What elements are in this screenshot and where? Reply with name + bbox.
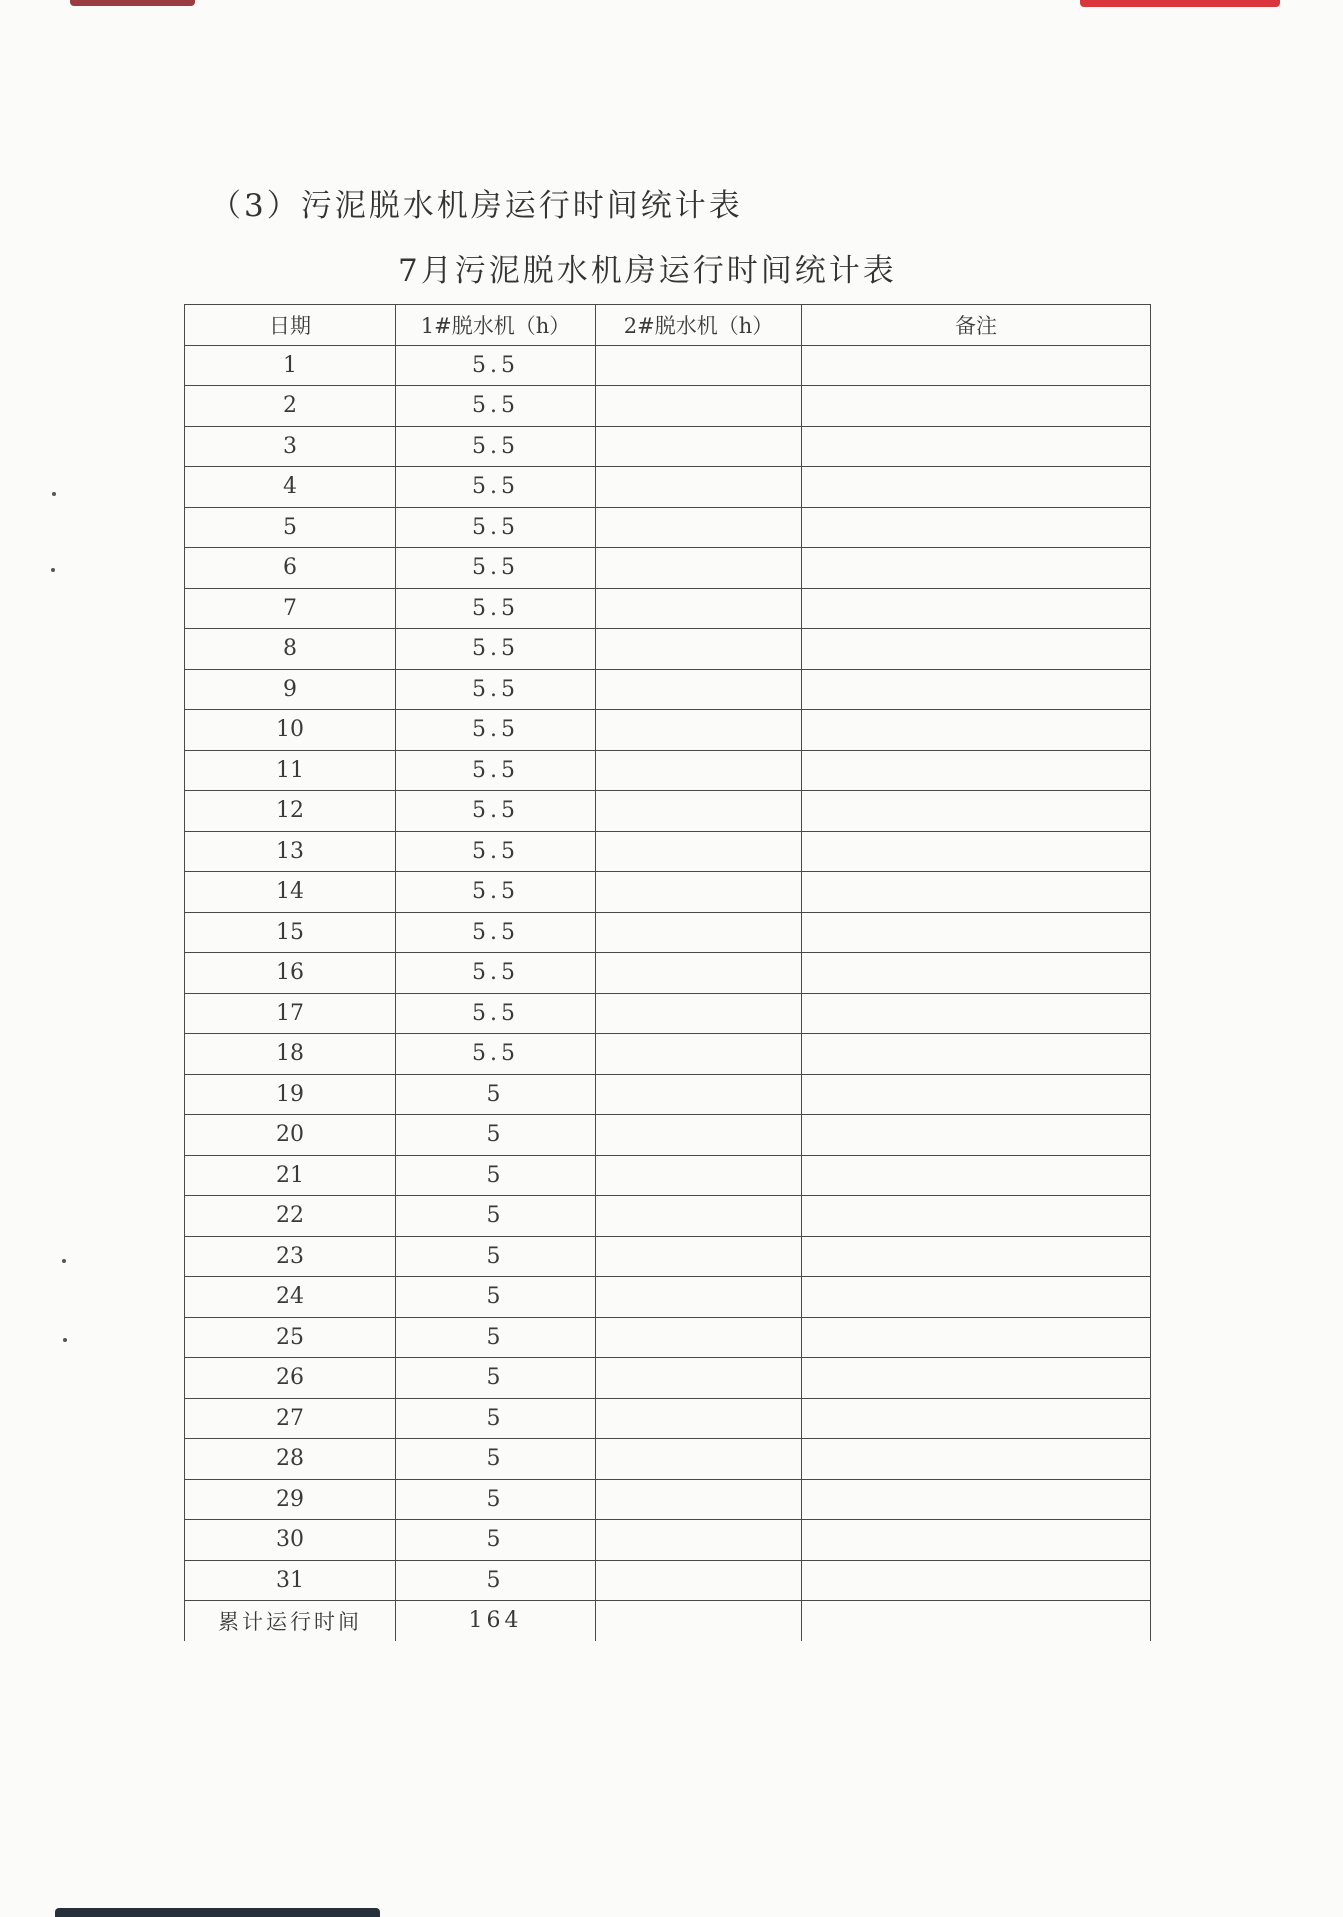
scan-edge-mark-top-left — [70, 0, 195, 6]
total-remarks — [802, 1601, 1151, 1641]
cell-machine-2-hours — [596, 1439, 802, 1480]
table-row — [185, 710, 1151, 751]
table-row — [185, 993, 1151, 1034]
table-row — [185, 872, 1151, 913]
table-row — [185, 912, 1151, 953]
cell-machine-2-hours — [596, 1398, 802, 1439]
cell-machine-1-hours: 5.5 — [396, 629, 596, 670]
cell-machine-1-hours: 5.5 — [396, 872, 596, 913]
cell-machine-2-hours — [596, 750, 802, 791]
table-row — [185, 548, 1151, 589]
cell-machine-1-hours: 5.5 — [396, 426, 596, 467]
scan-speck — [52, 492, 56, 496]
cell-date: 15 — [185, 912, 396, 953]
cell-date: 21 — [185, 1155, 396, 1196]
cell-machine-2-hours — [596, 710, 802, 751]
cell-date: 19 — [185, 1074, 396, 1115]
table-row — [185, 1196, 1151, 1237]
cell-machine-2-hours — [596, 791, 802, 832]
cell-remarks — [802, 993, 1151, 1034]
cell-remarks — [802, 750, 1151, 791]
cell-date: 9 — [185, 669, 396, 710]
cell-machine-1-hours: 5 — [396, 1520, 596, 1561]
cell-machine-2-hours — [596, 1196, 802, 1237]
cell-remarks — [802, 1317, 1151, 1358]
cell-date: 1 — [185, 345, 396, 386]
table-row — [185, 386, 1151, 427]
cell-machine-1-hours: 5.5 — [396, 386, 596, 427]
cell-date: 12 — [185, 791, 396, 832]
cell-remarks — [802, 912, 1151, 953]
header-remarks: 备注 — [802, 305, 1151, 346]
cell-remarks — [802, 1439, 1151, 1480]
cell-remarks — [802, 629, 1151, 670]
cell-machine-1-hours: 5 — [396, 1398, 596, 1439]
cell-machine-2-hours — [596, 872, 802, 913]
scan-speck — [51, 568, 55, 572]
cell-remarks — [802, 1479, 1151, 1520]
cell-date: 7 — [185, 588, 396, 629]
total-label: 累计运行时间 — [185, 1601, 396, 1641]
cell-date: 20 — [185, 1115, 396, 1156]
cell-machine-1-hours: 5.5 — [396, 345, 596, 386]
cell-date: 5 — [185, 507, 396, 548]
cell-date: 30 — [185, 1520, 396, 1561]
scan-edge-mark-top-right — [1080, 0, 1280, 7]
table-row — [185, 1317, 1151, 1358]
cell-machine-2-hours — [596, 1236, 802, 1277]
cell-machine-1-hours: 5 — [396, 1236, 596, 1277]
cell-remarks — [802, 872, 1151, 913]
cell-remarks — [802, 1358, 1151, 1399]
cell-date: 28 — [185, 1439, 396, 1480]
cell-remarks — [802, 1520, 1151, 1561]
table-row — [185, 953, 1151, 994]
cell-date: 11 — [185, 750, 396, 791]
table-total-row — [185, 1601, 1151, 1641]
cell-machine-2-hours — [596, 1155, 802, 1196]
scan-edge-mark-bottom-left — [55, 1908, 380, 1917]
cell-remarks — [802, 1034, 1151, 1075]
cell-remarks — [802, 386, 1151, 427]
table-row — [185, 588, 1151, 629]
table-row — [185, 1560, 1151, 1601]
table-row — [185, 791, 1151, 832]
cell-remarks — [802, 588, 1151, 629]
cell-machine-1-hours: 5.5 — [396, 912, 596, 953]
cell-remarks — [802, 1398, 1151, 1439]
header-machine-1: 1#脱水机（h） — [396, 305, 596, 346]
cell-date: 18 — [185, 1034, 396, 1075]
runtime-statistics-table — [184, 304, 1151, 1641]
cell-machine-2-hours — [596, 669, 802, 710]
cell-date: 17 — [185, 993, 396, 1034]
cell-remarks — [802, 1115, 1151, 1156]
total-machine-1-hours: 164 — [396, 1601, 596, 1641]
table-row — [185, 1034, 1151, 1075]
table-row — [185, 1358, 1151, 1399]
cell-remarks — [802, 1236, 1151, 1277]
table-row — [185, 629, 1151, 670]
cell-machine-2-hours — [596, 588, 802, 629]
table-row — [185, 1074, 1151, 1115]
cell-machine-1-hours: 5.5 — [396, 750, 596, 791]
cell-date: 2 — [185, 386, 396, 427]
cell-machine-1-hours: 5 — [396, 1439, 596, 1480]
cell-remarks — [802, 548, 1151, 589]
cell-machine-2-hours — [596, 1358, 802, 1399]
cell-machine-1-hours: 5.5 — [396, 1034, 596, 1075]
cell-machine-1-hours: 5 — [396, 1479, 596, 1520]
cell-machine-1-hours: 5.5 — [396, 467, 596, 508]
cell-remarks — [802, 1196, 1151, 1237]
total-machine-2-hours — [596, 1601, 802, 1641]
cell-machine-2-hours — [596, 1520, 802, 1561]
table-row — [185, 831, 1151, 872]
cell-machine-1-hours: 5 — [396, 1074, 596, 1115]
header-date: 日期 — [185, 305, 396, 346]
cell-date: 16 — [185, 953, 396, 994]
table-row — [185, 1479, 1151, 1520]
cell-machine-2-hours — [596, 953, 802, 994]
cell-machine-1-hours: 5.5 — [396, 710, 596, 751]
cell-date: 13 — [185, 831, 396, 872]
table-header-row — [185, 305, 1151, 346]
cell-machine-1-hours: 5 — [396, 1115, 596, 1156]
cell-machine-2-hours — [596, 831, 802, 872]
cell-machine-2-hours — [596, 1115, 802, 1156]
cell-remarks — [802, 710, 1151, 751]
cell-machine-1-hours: 5 — [396, 1277, 596, 1318]
table-row — [185, 1520, 1151, 1561]
cell-machine-1-hours: 5.5 — [396, 831, 596, 872]
cell-machine-2-hours — [596, 1317, 802, 1358]
cell-date: 23 — [185, 1236, 396, 1277]
cell-machine-2-hours — [596, 1560, 802, 1601]
cell-machine-2-hours — [596, 467, 802, 508]
table-row — [185, 669, 1151, 710]
cell-date: 27 — [185, 1398, 396, 1439]
cell-remarks — [802, 1074, 1151, 1115]
cell-machine-1-hours: 5.5 — [396, 791, 596, 832]
cell-remarks — [802, 831, 1151, 872]
table-row — [185, 467, 1151, 508]
cell-machine-2-hours — [596, 507, 802, 548]
cell-remarks — [802, 507, 1151, 548]
cell-machine-2-hours — [596, 548, 802, 589]
table-body — [185, 345, 1151, 1641]
table-row — [185, 1155, 1151, 1196]
cell-date: 14 — [185, 872, 396, 913]
cell-date: 8 — [185, 629, 396, 670]
cell-date: 10 — [185, 710, 396, 751]
cell-remarks — [802, 426, 1151, 467]
cell-date: 6 — [185, 548, 396, 589]
cell-machine-1-hours: 5 — [396, 1155, 596, 1196]
scan-speck — [63, 1338, 67, 1342]
table-row — [185, 507, 1151, 548]
table-row — [185, 345, 1151, 386]
cell-machine-2-hours — [596, 426, 802, 467]
cell-machine-2-hours — [596, 1074, 802, 1115]
table-row — [185, 1115, 1151, 1156]
cell-remarks — [802, 953, 1151, 994]
table-row — [185, 750, 1151, 791]
cell-date: 25 — [185, 1317, 396, 1358]
cell-date: 22 — [185, 1196, 396, 1237]
cell-date: 24 — [185, 1277, 396, 1318]
cell-date: 26 — [185, 1358, 396, 1399]
cell-machine-1-hours: 5.5 — [396, 588, 596, 629]
cell-remarks — [802, 1560, 1151, 1601]
cell-remarks — [802, 791, 1151, 832]
table-title: 7月污泥脱水机房运行时间统计表 — [398, 253, 897, 289]
cell-machine-1-hours: 5.5 — [396, 993, 596, 1034]
table-row — [185, 1236, 1151, 1277]
cell-machine-2-hours — [596, 1277, 802, 1318]
table-row — [185, 1439, 1151, 1480]
cell-machine-1-hours: 5 — [396, 1560, 596, 1601]
cell-machine-2-hours — [596, 993, 802, 1034]
cell-machine-2-hours — [596, 386, 802, 427]
cell-remarks — [802, 1277, 1151, 1318]
cell-machine-2-hours — [596, 345, 802, 386]
cell-date: 4 — [185, 467, 396, 508]
table-row — [185, 1398, 1151, 1439]
cell-machine-2-hours — [596, 629, 802, 670]
cell-machine-1-hours: 5.5 — [396, 507, 596, 548]
cell-machine-1-hours: 5 — [396, 1317, 596, 1358]
cell-machine-2-hours — [596, 912, 802, 953]
cell-machine-2-hours — [596, 1479, 802, 1520]
cell-date: 29 — [185, 1479, 396, 1520]
cell-machine-1-hours: 5 — [396, 1196, 596, 1237]
cell-remarks — [802, 1155, 1151, 1196]
cell-machine-1-hours: 5.5 — [396, 548, 596, 589]
section-title: （3）污泥脱水机房运行时间统计表 — [210, 188, 743, 224]
table-row — [185, 1277, 1151, 1318]
cell-remarks — [802, 467, 1151, 508]
cell-machine-1-hours: 5.5 — [396, 669, 596, 710]
header-machine-2: 2#脱水机（h） — [596, 305, 802, 346]
cell-remarks — [802, 669, 1151, 710]
table-row — [185, 426, 1151, 467]
cell-remarks — [802, 345, 1151, 386]
scan-speck — [62, 1259, 66, 1263]
cell-date: 31 — [185, 1560, 396, 1601]
cell-machine-1-hours: 5.5 — [396, 953, 596, 994]
cell-machine-2-hours — [596, 1034, 802, 1075]
cell-machine-1-hours: 5 — [396, 1358, 596, 1399]
cell-date: 3 — [185, 426, 396, 467]
